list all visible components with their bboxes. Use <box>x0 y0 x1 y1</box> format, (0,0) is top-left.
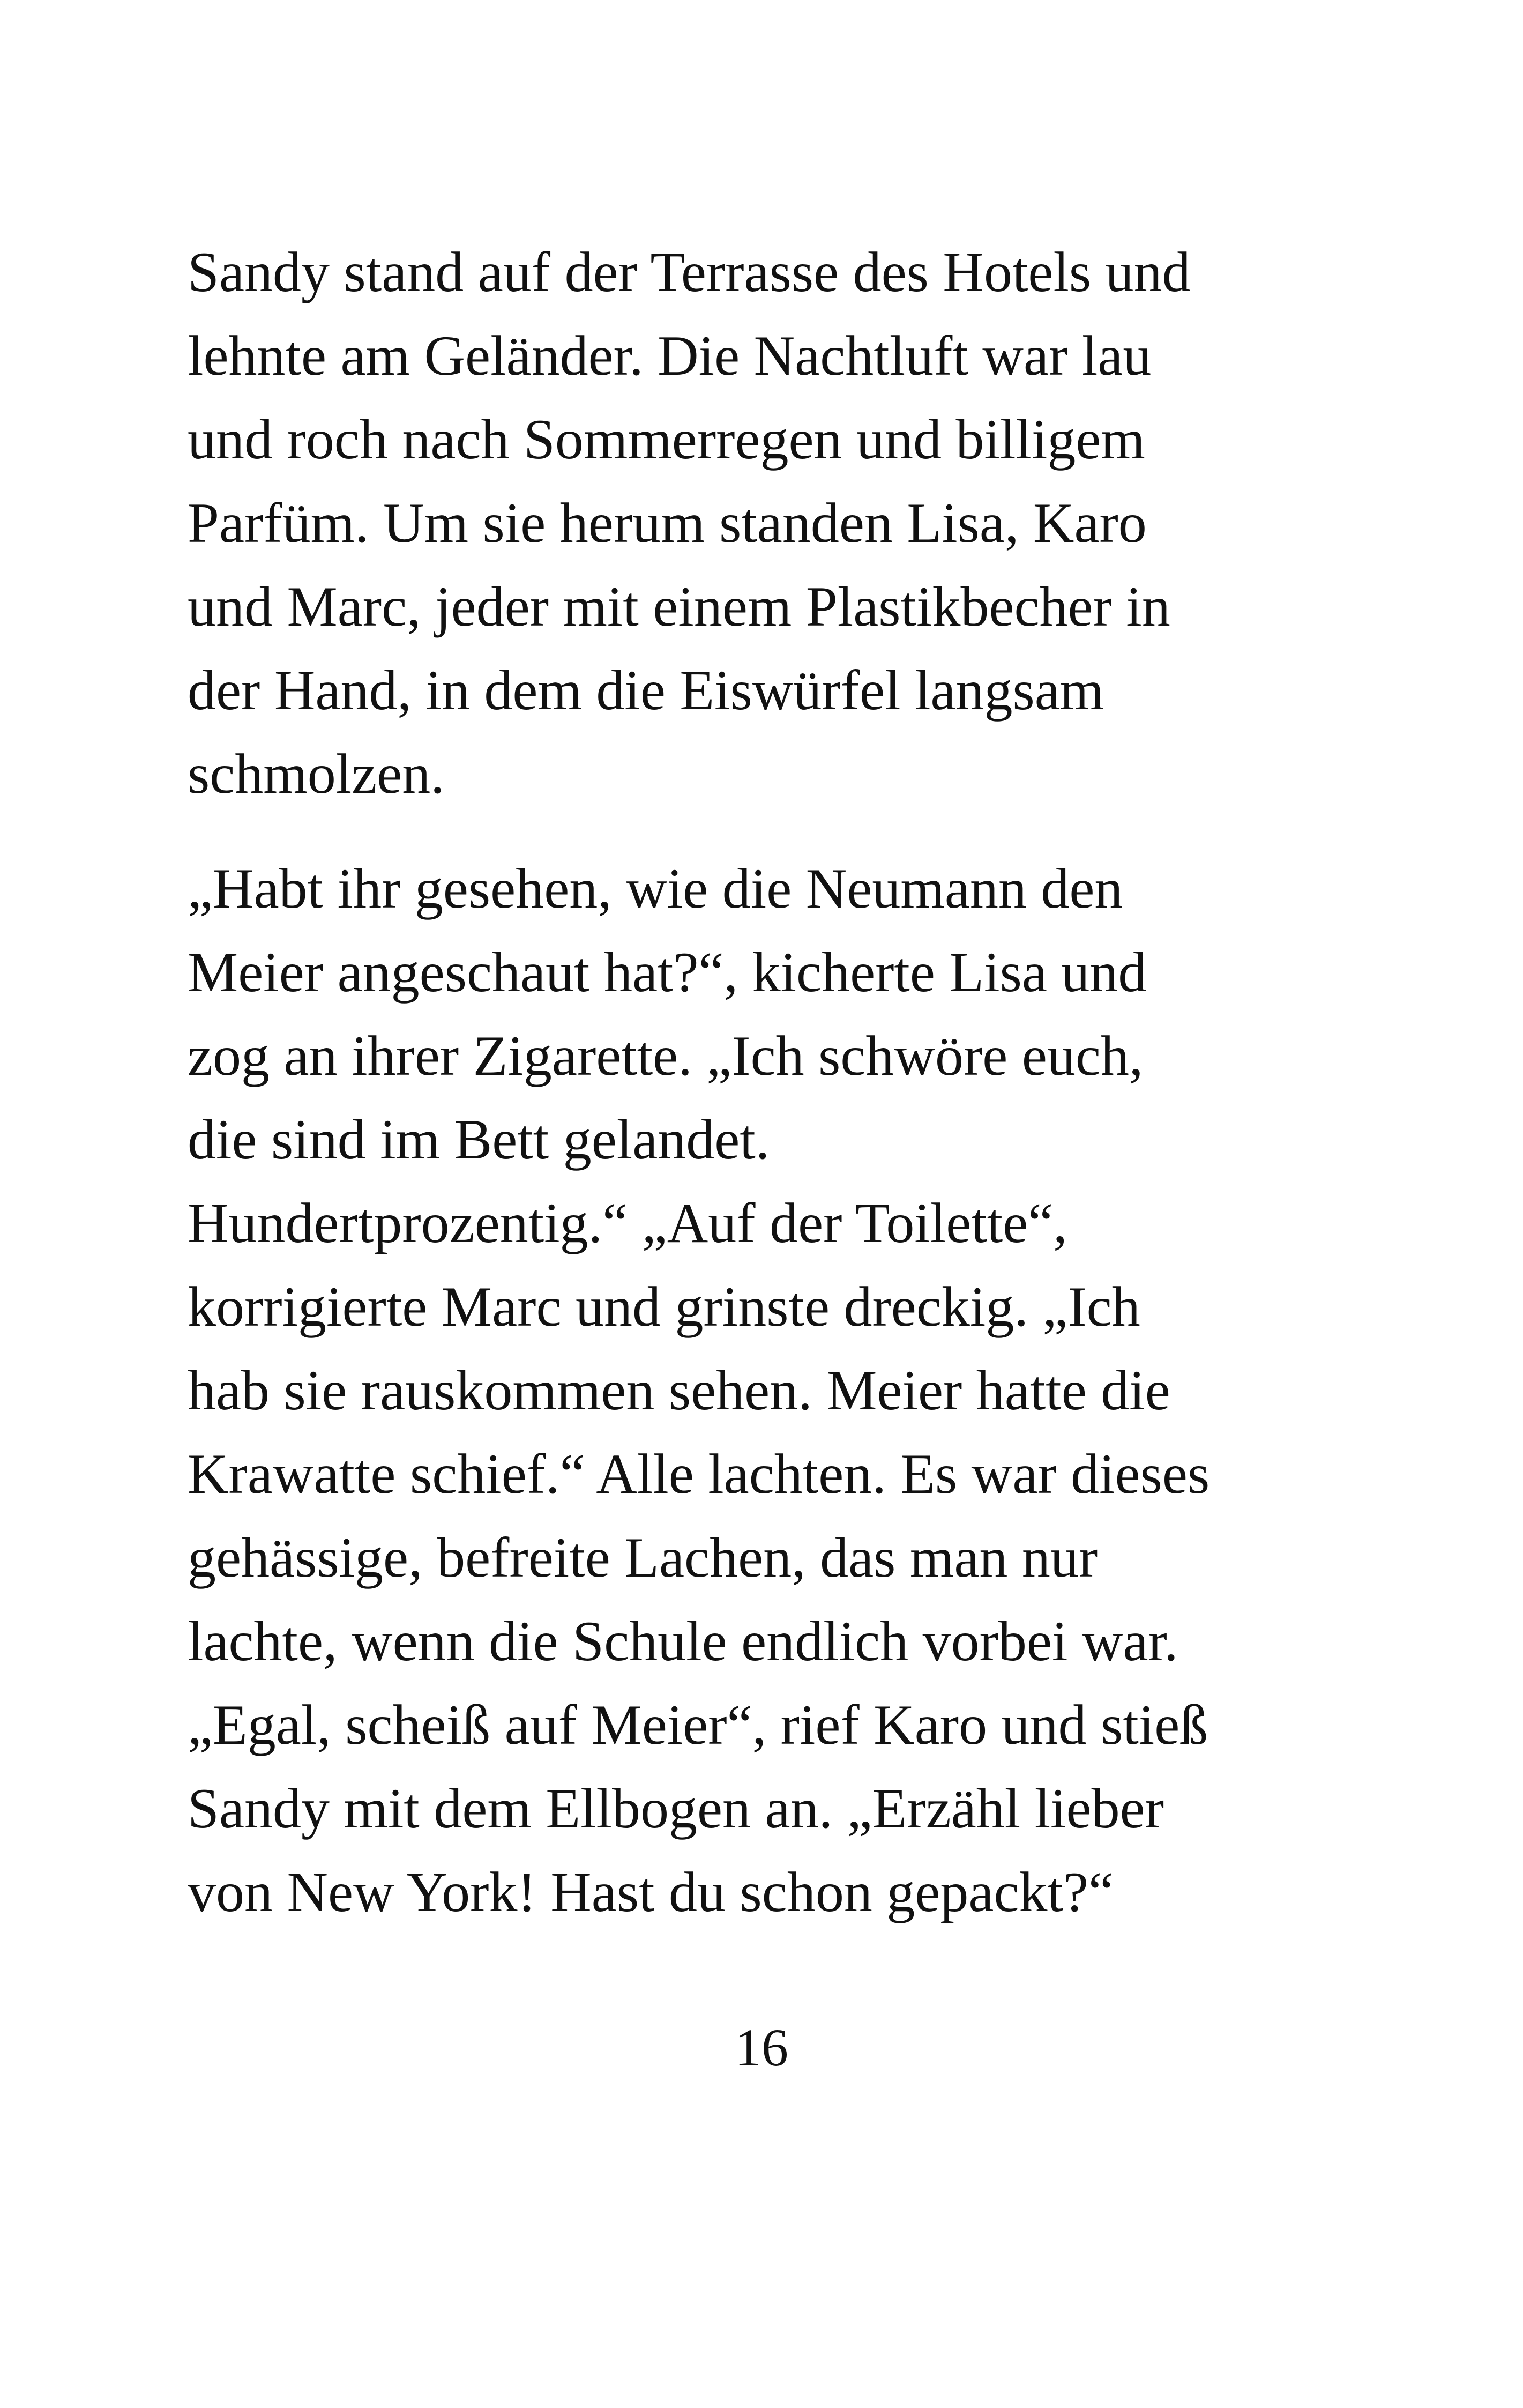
text-line: Hundertprozentig.“ „Auf der Toilette“, <box>188 1192 1067 1254</box>
text-line: und roch nach Sommerregen und billigem <box>188 408 1145 471</box>
text-line: „Habt ihr gesehen, wie die Neumann den <box>188 857 1123 920</box>
text-line: „Egal, scheiß auf Meier“, rief Karo und stieß <box>188 1693 1208 1756</box>
paragraph-1 <box>188 231 1291 816</box>
text-line: korrigierte Marc und grinste dreckig. „Ich <box>188 1275 1140 1338</box>
paragraph-2 <box>188 847 1291 1934</box>
text-line: lachte, wenn die Schule endlich vorbei war. <box>188 1610 1178 1673</box>
text-line: und Marc, jeder mit einem Plastikbecher in <box>188 575 1170 638</box>
text-line: Krawatte schief.“ Alle lachten. Es war dieses <box>188 1443 1210 1505</box>
page-number: 16 <box>735 2018 788 2077</box>
text-line: lehnte am Geländer. Die Nachtluft war lau <box>188 324 1152 387</box>
text-line: Sandy stand auf der Terrasse des Hotels und <box>188 241 1191 303</box>
text-line: von New York! Hast du schon gepackt?“ <box>188 1861 1114 1923</box>
text-line: der Hand, in dem die Eiswürfel langsam <box>188 659 1104 722</box>
text-line: gehässige, befreite Lachen, das man nur <box>188 1526 1098 1589</box>
text-line: die sind im Bett gelandet. <box>188 1108 770 1171</box>
text-line: hab sie rauskommen sehen. Meier hatte die <box>188 1359 1170 1422</box>
text-line: zog an ihrer Zigarette. „Ich schwöre euch, <box>188 1024 1144 1087</box>
text-line: Sandy mit dem Ellbogen an. „Erzähl lieber <box>188 1777 1164 1840</box>
text-line: Meier angeschaut hat?“, kicherte Lisa und <box>188 941 1147 1004</box>
text-line: Parfüm. Um sie herum standen Lisa, Karo <box>188 492 1147 554</box>
text-line: schmolzen. <box>188 742 445 805</box>
